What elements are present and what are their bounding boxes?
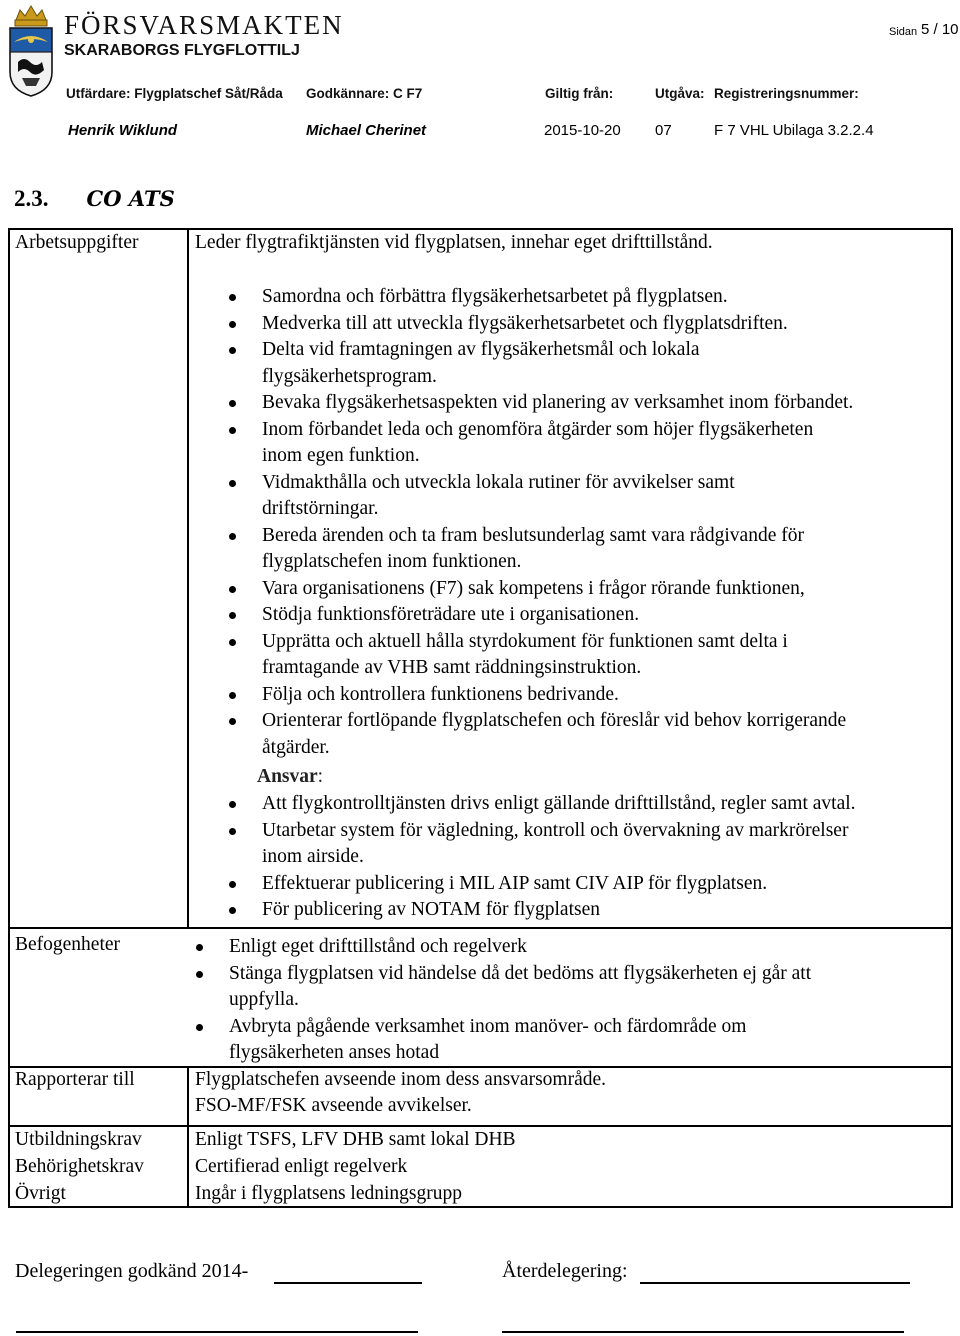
tasks-list <box>262 284 853 761</box>
ansvar-item <box>262 818 856 871</box>
bullet-icon <box>229 718 236 725</box>
ansvar-item <box>262 791 856 818</box>
task-item-text: Följa och kontrollera funktionens bedrivande. <box>262 683 619 705</box>
row-label-arbetsuppgifter: Arbetsuppgifter <box>15 232 139 253</box>
row-label-behorighetskrav: Behörighetskrav <box>15 1156 144 1177</box>
task-item-text: Medverka till att utveckla flygsäkerhetsarbetet och flygplatsdriften. <box>262 312 788 334</box>
behorighetskrav-value: Certifierad enligt regelverk <box>195 1156 408 1177</box>
bullet-icon <box>196 944 203 951</box>
bullet-icon <box>196 1024 203 1031</box>
row-divider <box>8 927 952 929</box>
task-item-text: flygplatschefen inom funktionen. <box>262 551 522 572</box>
organization-name: FÖRSVARSMAKTEN <box>64 10 344 40</box>
ansvar-item <box>262 871 856 898</box>
task-item <box>262 629 853 682</box>
bullet-icon <box>229 881 236 888</box>
registration-number: F 7 VHL Ubilaga 3.2.2.4 <box>714 122 874 139</box>
section-number: 2.3. <box>14 186 49 211</box>
ansvar-heading <box>257 764 323 791</box>
befogenhet-item-text: Avbryta pågående verksamhet inom manöver- och färdområde om <box>229 1015 747 1037</box>
utbildningskrav-value: Enligt TSFS, LFV DHB samt lokal DHB <box>195 1129 516 1150</box>
befogenheter-list <box>229 934 811 1067</box>
ovrigt-value: Ingår i flygplatsens ledningsgrupp <box>195 1183 462 1204</box>
task-item-text: åtgärder. <box>262 736 330 758</box>
task-item <box>262 682 853 709</box>
task-item <box>262 417 853 470</box>
delegation-signature-line <box>274 1282 422 1284</box>
signature-line-left <box>16 1331 418 1333</box>
task-item-text: Vidmakthålla och utveckla lokala rutiner för avvikelser samt <box>262 471 735 493</box>
task-item <box>262 602 853 629</box>
unit-name: SKARABORGS FLYGFLOTTILJ <box>64 42 300 59</box>
issuer-label: Utfärdare: Flygplatschef Såt/Råda <box>66 86 283 101</box>
bullet-icon <box>229 347 236 354</box>
task-item-text: Samordna och förbättra flygsäkerhetsarbetet på flygplatsen. <box>262 286 728 307</box>
ansvar-list <box>262 791 856 924</box>
approver-label: Godkännare: C F7 <box>306 86 423 101</box>
ansvar-label: Ansvar <box>257 766 318 787</box>
signature-line-right <box>502 1331 904 1333</box>
ansvar-item <box>262 897 856 924</box>
task-item <box>262 523 853 576</box>
edition-number: 07 <box>655 122 672 139</box>
delegation-approved-label: Delegeringen godkänd 2014- <box>15 1260 249 1282</box>
valid-from-date: 2015-10-20 <box>544 122 621 139</box>
befogenhet-item-text: Stänga flygplatsen vid händelse då det bedöms att flygsäkerheten ej går att <box>229 962 812 984</box>
task-item-text: driftstörningar. <box>262 498 379 519</box>
table-border-right <box>951 228 953 1208</box>
row-label-rapporterar: Rapporterar till <box>15 1069 135 1090</box>
table-border-bottom <box>8 1206 952 1208</box>
bullet-icon <box>229 533 236 540</box>
section-heading <box>14 186 175 212</box>
ansvar-item-text: Utarbetar system för vägledning, kontroll och övervakning av markrörelser <box>262 819 849 841</box>
task-item-text: framtagande av VHB samt räddningsinstruktion. <box>262 657 642 678</box>
bullet-icon <box>229 400 236 407</box>
bullet-icon <box>229 294 236 301</box>
edition-label: Utgåva: <box>655 86 705 101</box>
rapporterar-line-1: Flygplatschefen avseende inom dess ansvarsområde. <box>195 1069 607 1090</box>
row-label-utbildningskrav: Utbildningskrav <box>15 1129 142 1150</box>
arbetsuppgifter-intro: Leder flygtrafiktjänsten vid flygplatsen, innehar eget drifttillstånd. <box>195 232 713 253</box>
bullet-icon <box>229 828 236 835</box>
bullet-icon <box>229 639 236 646</box>
bullet-icon <box>229 586 236 593</box>
task-item-text: Orienterar fortlöpande flygplatschefen och föreslår vid behov korrigerande <box>262 710 847 731</box>
ansvar-item-text: inom airside. <box>262 846 364 867</box>
aterdelegering-label: Återdelegering: <box>502 1260 628 1282</box>
ansvar-item-text: Att flygkontrolltjänsten drivs enligt gällande drifttillstånd, regler samt avtal. <box>262 793 856 814</box>
task-item-text: Bereda ärenden och ta fram beslutsunderlag samt vara rådgivande för <box>262 524 804 546</box>
row-label-ovrigt: Övrigt <box>15 1183 66 1204</box>
regnum-label: Registreringsnummer: <box>714 86 859 101</box>
ansvar-item-text: Effektuerar publicering i MIL AIP samt CIV AIP för flygplatsen. <box>262 872 768 894</box>
bullet-icon <box>229 907 236 914</box>
befogenhet-item-text: Enligt eget drifttillstånd och regelverk <box>229 936 527 957</box>
coat-of-arms-logo <box>2 2 60 98</box>
befogenhet-item <box>229 934 811 961</box>
befogenhet-item <box>229 961 811 1014</box>
page-label: Sidan <box>889 26 918 38</box>
task-item <box>262 284 853 311</box>
task-item-text: inom egen funktion. <box>262 445 420 466</box>
section-title: CO ATS <box>86 186 175 211</box>
task-item-text: Inom förbandet leda och genomföra åtgärder som höjer flygsäkerheten <box>262 418 814 440</box>
bullet-icon <box>229 692 236 699</box>
bullet-icon <box>229 801 236 808</box>
approver-name: Michael Cherinet <box>306 122 427 139</box>
task-item-text: Upprätta och aktuell hålla styrdokument för funktionen samt delta i <box>262 630 788 652</box>
row-label-befogenheter: Befogenheter <box>15 934 121 955</box>
task-item <box>262 576 853 603</box>
rapporterar-line-2: FSO-MF/FSK avseende avvikelser. <box>195 1095 472 1116</box>
column-divider-upper <box>187 228 189 928</box>
task-item <box>262 390 853 417</box>
task-item <box>262 337 853 390</box>
bullet-icon <box>229 427 236 434</box>
task-item <box>262 311 853 338</box>
befogenhet-item-text: flygsäkerheten anses hotad <box>229 1042 440 1063</box>
task-item-text: Delta vid framtagningen av flygsäkerhetsmål och lokala <box>262 339 700 360</box>
bullet-icon <box>229 480 236 487</box>
ansvar-colon: : <box>317 766 324 787</box>
task-item-text: Vara organisationens (F7) sak kompetens i frågor rörande funktionen, <box>262 577 805 599</box>
bullet-icon <box>229 612 236 619</box>
ansvar-item-text: För publicering av NOTAM för flygplatsen <box>262 899 600 920</box>
column-divider-lower <box>187 1066 189 1207</box>
bullet-icon <box>229 321 236 328</box>
befogenhet-item <box>229 1014 811 1067</box>
task-item <box>262 470 853 523</box>
valid-from-label: Giltig från: <box>545 86 614 101</box>
task-item-text: Stödja funktionsföreträdare ute i organisationen. <box>262 604 640 625</box>
task-item-text: flygsäkerhetsprogram. <box>262 365 437 387</box>
table-border-left <box>8 228 10 1208</box>
bullet-icon <box>196 971 203 978</box>
befogenhet-item-text: uppfylla. <box>229 989 299 1010</box>
task-item-text: Bevaka flygsäkerhetsaspekten vid planering av verksamhet inom förbandet. <box>262 392 854 413</box>
issuer-name: Henrik Wiklund <box>68 122 178 139</box>
aterdelegering-signature-line <box>640 1282 910 1284</box>
task-item <box>262 708 853 761</box>
page-number: 5 / 10 <box>921 21 959 38</box>
